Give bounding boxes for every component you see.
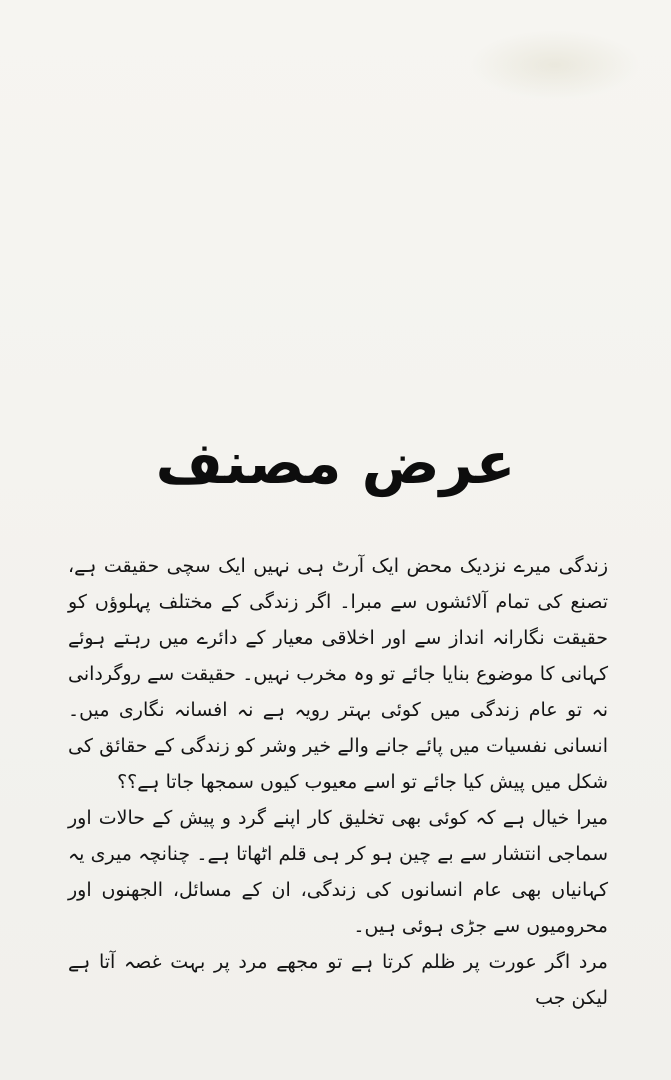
paragraph-3: مرد اگر عورت پر ظلم کرتا ہے تو مجھے مرد پر بہت غصہ آتا ہے لیکن جب <box>68 951 608 1009</box>
paragraph-2: میرا خیال ہے کہ کوئی بھی تخلیق کار اپنے گرد و پیش کے حالات اور سماجی انتشار سے بے چین ہو کر ہی قلم اٹھاتا ہے۔ چنانچہ میری یہ کہانیاں بھی عام انسانوں کی زندگی، ان کے مسائل، الجھنوں اور محرومیوں سے جڑی ہوئی ہیں۔ <box>68 807 608 937</box>
body-text <box>68 548 608 1016</box>
paper-stain <box>470 30 640 100</box>
page-title: عرض مصنف <box>155 429 516 497</box>
paragraph-1: زندگی میرے نزدیک محض ایک آرٹ ہی نہیں ایک سچی حقیقت ہے، تصنع کی تمام آلائشوں سے مبرا۔ اگر زندگی کے مختلف پہلوؤں کو حقیقت نگارانہ انداز سے اور اخلاقی معیار کے دائرے میں رہتے ہوئے کہانی کا موضوع بنایا جائے تو وہ مخرب نہیں۔ حقیقت سے روگردانی نہ تو عام زندگی میں کوئی بہتر رویہ ہے نہ افسانہ نگاری میں۔ انسانی نفسیات میں پائے جانے والے خیر وشر کو زندگی کے حقائق کی شکل میں پیش کیا جائے تو اسے معیوب کیوں سمجھا جاتا ہے؟؟ <box>68 555 608 793</box>
